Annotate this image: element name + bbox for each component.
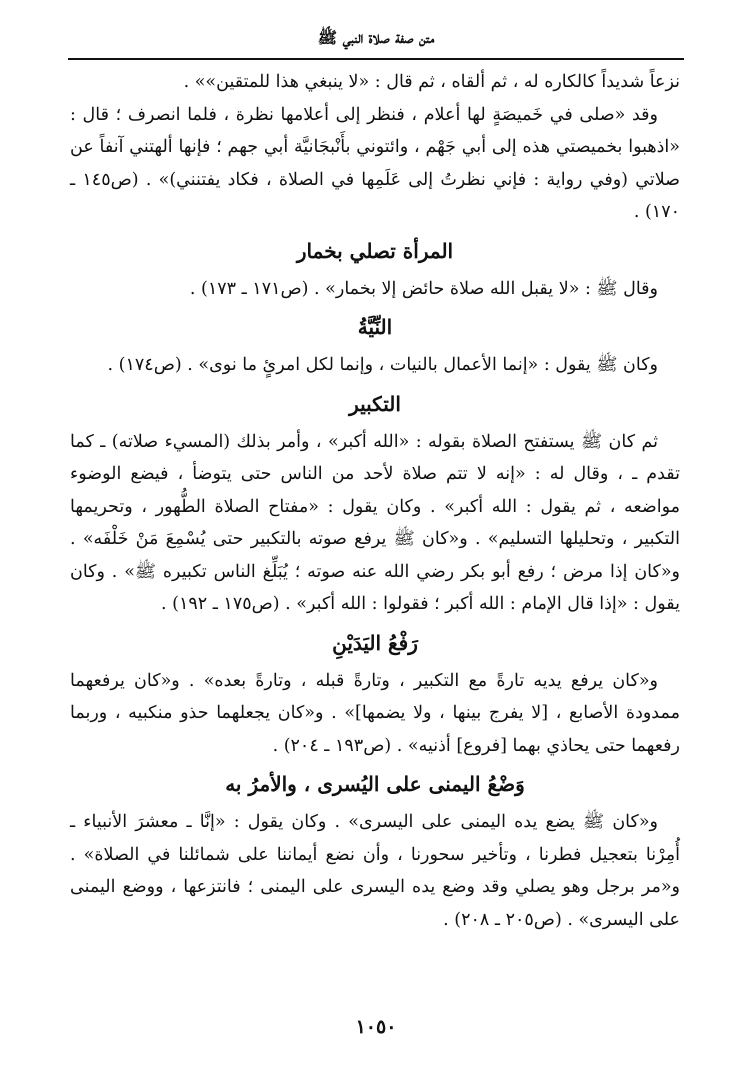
section-heading-raising-hands: رَفْعُ اليَدَيْنِ	[332, 630, 418, 655]
page-body	[70, 66, 680, 936]
running-header-title: متن صفة صلاة النبي ﷺ	[317, 28, 435, 47]
paragraph-takbir: ثم كان ﷺ يستفتح الصلاة بقوله : «الله أكبر» ، وأمر بذلك (المسيء صلاته) ـ كما تقدم ـ ، وقال له : «إنه لا تتم صلاة لأحد من الناس حتى يتوضأ ، فيضع الوضوء مواضعه ، ثم يقول : الله أكبر» . وكان يقول : «مفتاح الصلاة الطُّهور ، وتحريمها التكبير ، وتحليلها التسليم» . و«كان ﷺ يرفع صوته بالتكبير حتى يُسْمِعَ مَنْ خَلْفَه» . و«كان إذا مرض ؛ رفع أبو بكر رضي الله عنه صوته ؛ يُبَلِّغ الناس تكبيره ﷺ» . وكان يقول : «إذا قال الإمام : الله أكبر ؛ فقولوا : الله أكبر» . (ص١٧٥ ـ ١٩٢) .	[70, 431, 680, 614]
paragraph-khamisa: وقد «صلى في خَميصَةٍ لها أعلام ، فنظر إلى أعلامها نظرة ، فلما انصرف ؛ قال : «اذهبوا بخميصتي هذه إلى أبي جَهْم ، وائتوني بأَنْبجَانيَّة أبي جهم ؛ فإنها ألهتني آنفاً عن صلاتي (وفي رواية : فإني نظرتُ إلى عَلَمِها في الصلاة ، فكاد يفتنني)» . (ص١٤٥ ـ ١٧٠) .	[70, 104, 680, 222]
paragraph-right-on-left: و«كان ﷺ يضع يده اليمنى على اليسرى» . وكان يقول : «إنَّا ـ معشرَ الأنبياء ـ أُمِرْنا بتعجيل فطرنا ، وتأخير سحورنا ، وأن نضع أيماننا على شمائلنا في الصلاة» . و«مر برجل وهو يصلي وقد وضع يده اليسرى على اليمنى ؛ فانتزعها ، ووضع اليمنى على اليسرى» . (ص٢٠٥ ـ ٢٠٨) .	[70, 812, 680, 930]
section-heading-takbir: التكبير	[349, 391, 401, 416]
section-heading-right-on-left: وَضْعُ اليمنى على اليُسرى ، والأمرُ به	[225, 772, 525, 796]
header-rule	[68, 58, 684, 60]
section-heading-niyyah: النِّيَّةُ	[357, 315, 393, 339]
page-number: ١٠٥٠	[355, 1016, 397, 1038]
paragraph-continuation: نزعاً شديداً كالكاره له ، ثم ألقاه ، ثم قال : «لا ينبغي هذا للمتقين»» .	[183, 72, 680, 92]
section-heading-woman-khimar: المرأة تصلي بخمار	[296, 238, 454, 263]
paragraph-khimar: وقال ﷺ : «لا يقبل الله صلاة حائض إلا بخمار» . (ص١٧١ ـ ١٧٣) .	[189, 278, 658, 299]
paragraph-raising-hands: و«كان يرفع يديه تارةً مع التكبير ، وتارةً قبله ، وتارةً بعده» . و«كان يرفعهما ممدودة الأصابع ، [لا يفرج بينها ، ولا يضمها]» . و«كان يجعلهما حذو منكبيه ، وربما رفعهما حتى يحاذي بهما [فروع] أذنيه» . (ص١٩٣ ـ ٢٠٤) .	[70, 670, 680, 756]
paragraph-niyyah: وكان ﷺ يقول : «إنما الأعمال بالنيات ، وإنما لكل امرئٍ ما نوى» . (ص١٧٤) .	[107, 355, 658, 375]
